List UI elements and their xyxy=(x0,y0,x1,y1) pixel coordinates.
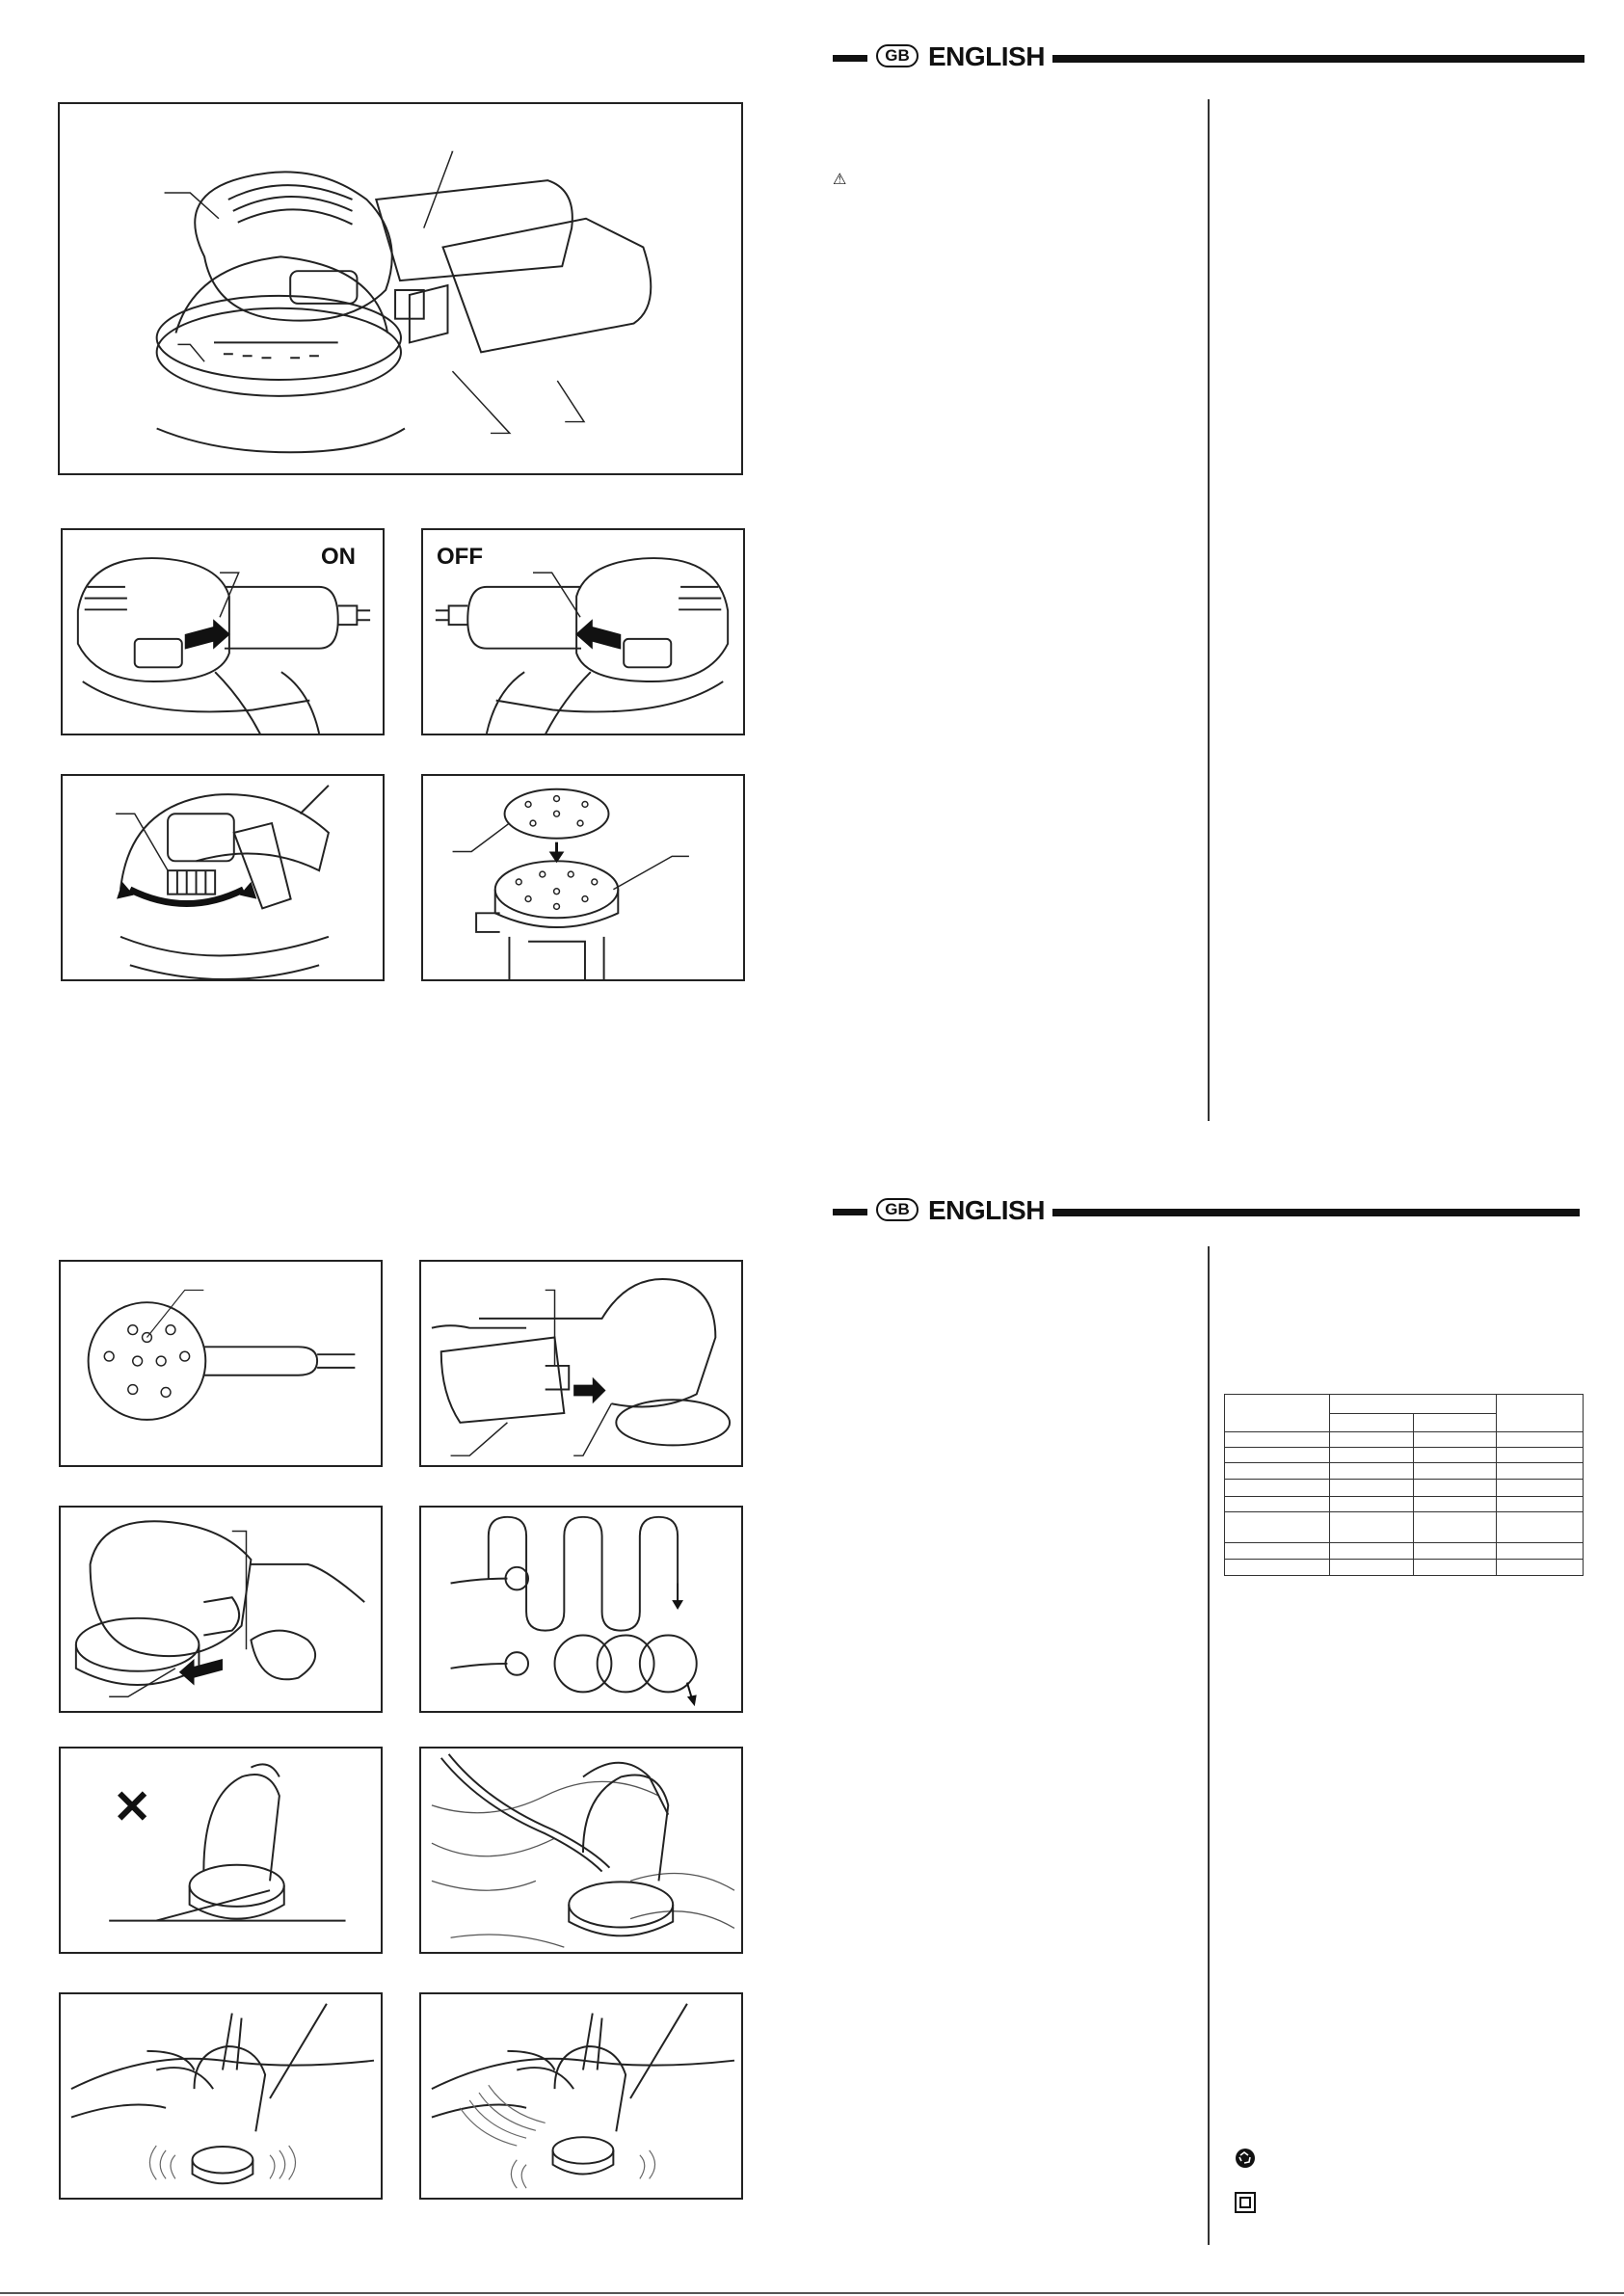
wrong-tilt-drawing xyxy=(61,1749,381,1952)
header-rule xyxy=(1052,55,1584,63)
sander-overview-drawing xyxy=(60,104,741,473)
header-dash xyxy=(833,55,867,62)
figure-flat-sanding xyxy=(419,1747,743,1954)
vacuum-connect-drawing xyxy=(61,1508,381,1711)
country-badge: GB xyxy=(876,44,918,67)
figure-wrong-tilt xyxy=(59,1747,383,1954)
header-rule xyxy=(1052,1209,1580,1216)
language-header-top xyxy=(833,41,1584,71)
flat-sanding-drawing xyxy=(421,1749,741,1952)
switch-on-label: ON xyxy=(321,544,356,570)
dust-bag-attach-drawing xyxy=(421,1262,741,1465)
pad-holes-drawing xyxy=(61,1262,381,1465)
figure-dust-bag-attach xyxy=(419,1260,743,1467)
warning-icon: ⚠ xyxy=(833,172,847,188)
figure-edge-sanding-b xyxy=(419,1992,743,2200)
specification-table xyxy=(1224,1394,1584,1576)
edge-sanding-b-drawing xyxy=(421,1994,741,2198)
edge-sanding-a-drawing xyxy=(61,1994,381,2198)
column-divider xyxy=(1208,99,1210,1121)
language-title: ENGLISH xyxy=(928,41,1045,71)
double-insulation-icon xyxy=(1235,2192,1256,2213)
wrong-mark-icon: ✕ xyxy=(113,1782,152,1833)
page-bottom-rule xyxy=(0,2292,1624,2294)
recycle-icon xyxy=(1234,2147,1257,2170)
language-header-bottom xyxy=(833,1195,1580,1225)
abrasive-disc-drawing xyxy=(423,776,743,979)
figure-pad-holes xyxy=(59,1260,383,1467)
figure-switch-off xyxy=(421,528,745,735)
speed-dial-drawing xyxy=(63,776,383,979)
figure-abrasive-disc xyxy=(421,774,745,981)
figure-edge-sanding-a xyxy=(59,1992,383,2200)
switch-off-label: OFF xyxy=(437,544,483,570)
column-divider xyxy=(1208,1246,1210,2245)
figure-speed-dial xyxy=(61,774,385,981)
figure-sanding-pattern xyxy=(419,1506,743,1713)
country-badge: GB xyxy=(876,1198,918,1221)
figure-switch-on xyxy=(61,528,385,735)
header-dash xyxy=(833,1209,867,1215)
figure-sander-overview xyxy=(58,102,743,475)
sanding-pattern-drawing xyxy=(421,1508,741,1711)
figure-vacuum-connect xyxy=(59,1506,383,1713)
language-title: ENGLISH xyxy=(928,1195,1045,1225)
